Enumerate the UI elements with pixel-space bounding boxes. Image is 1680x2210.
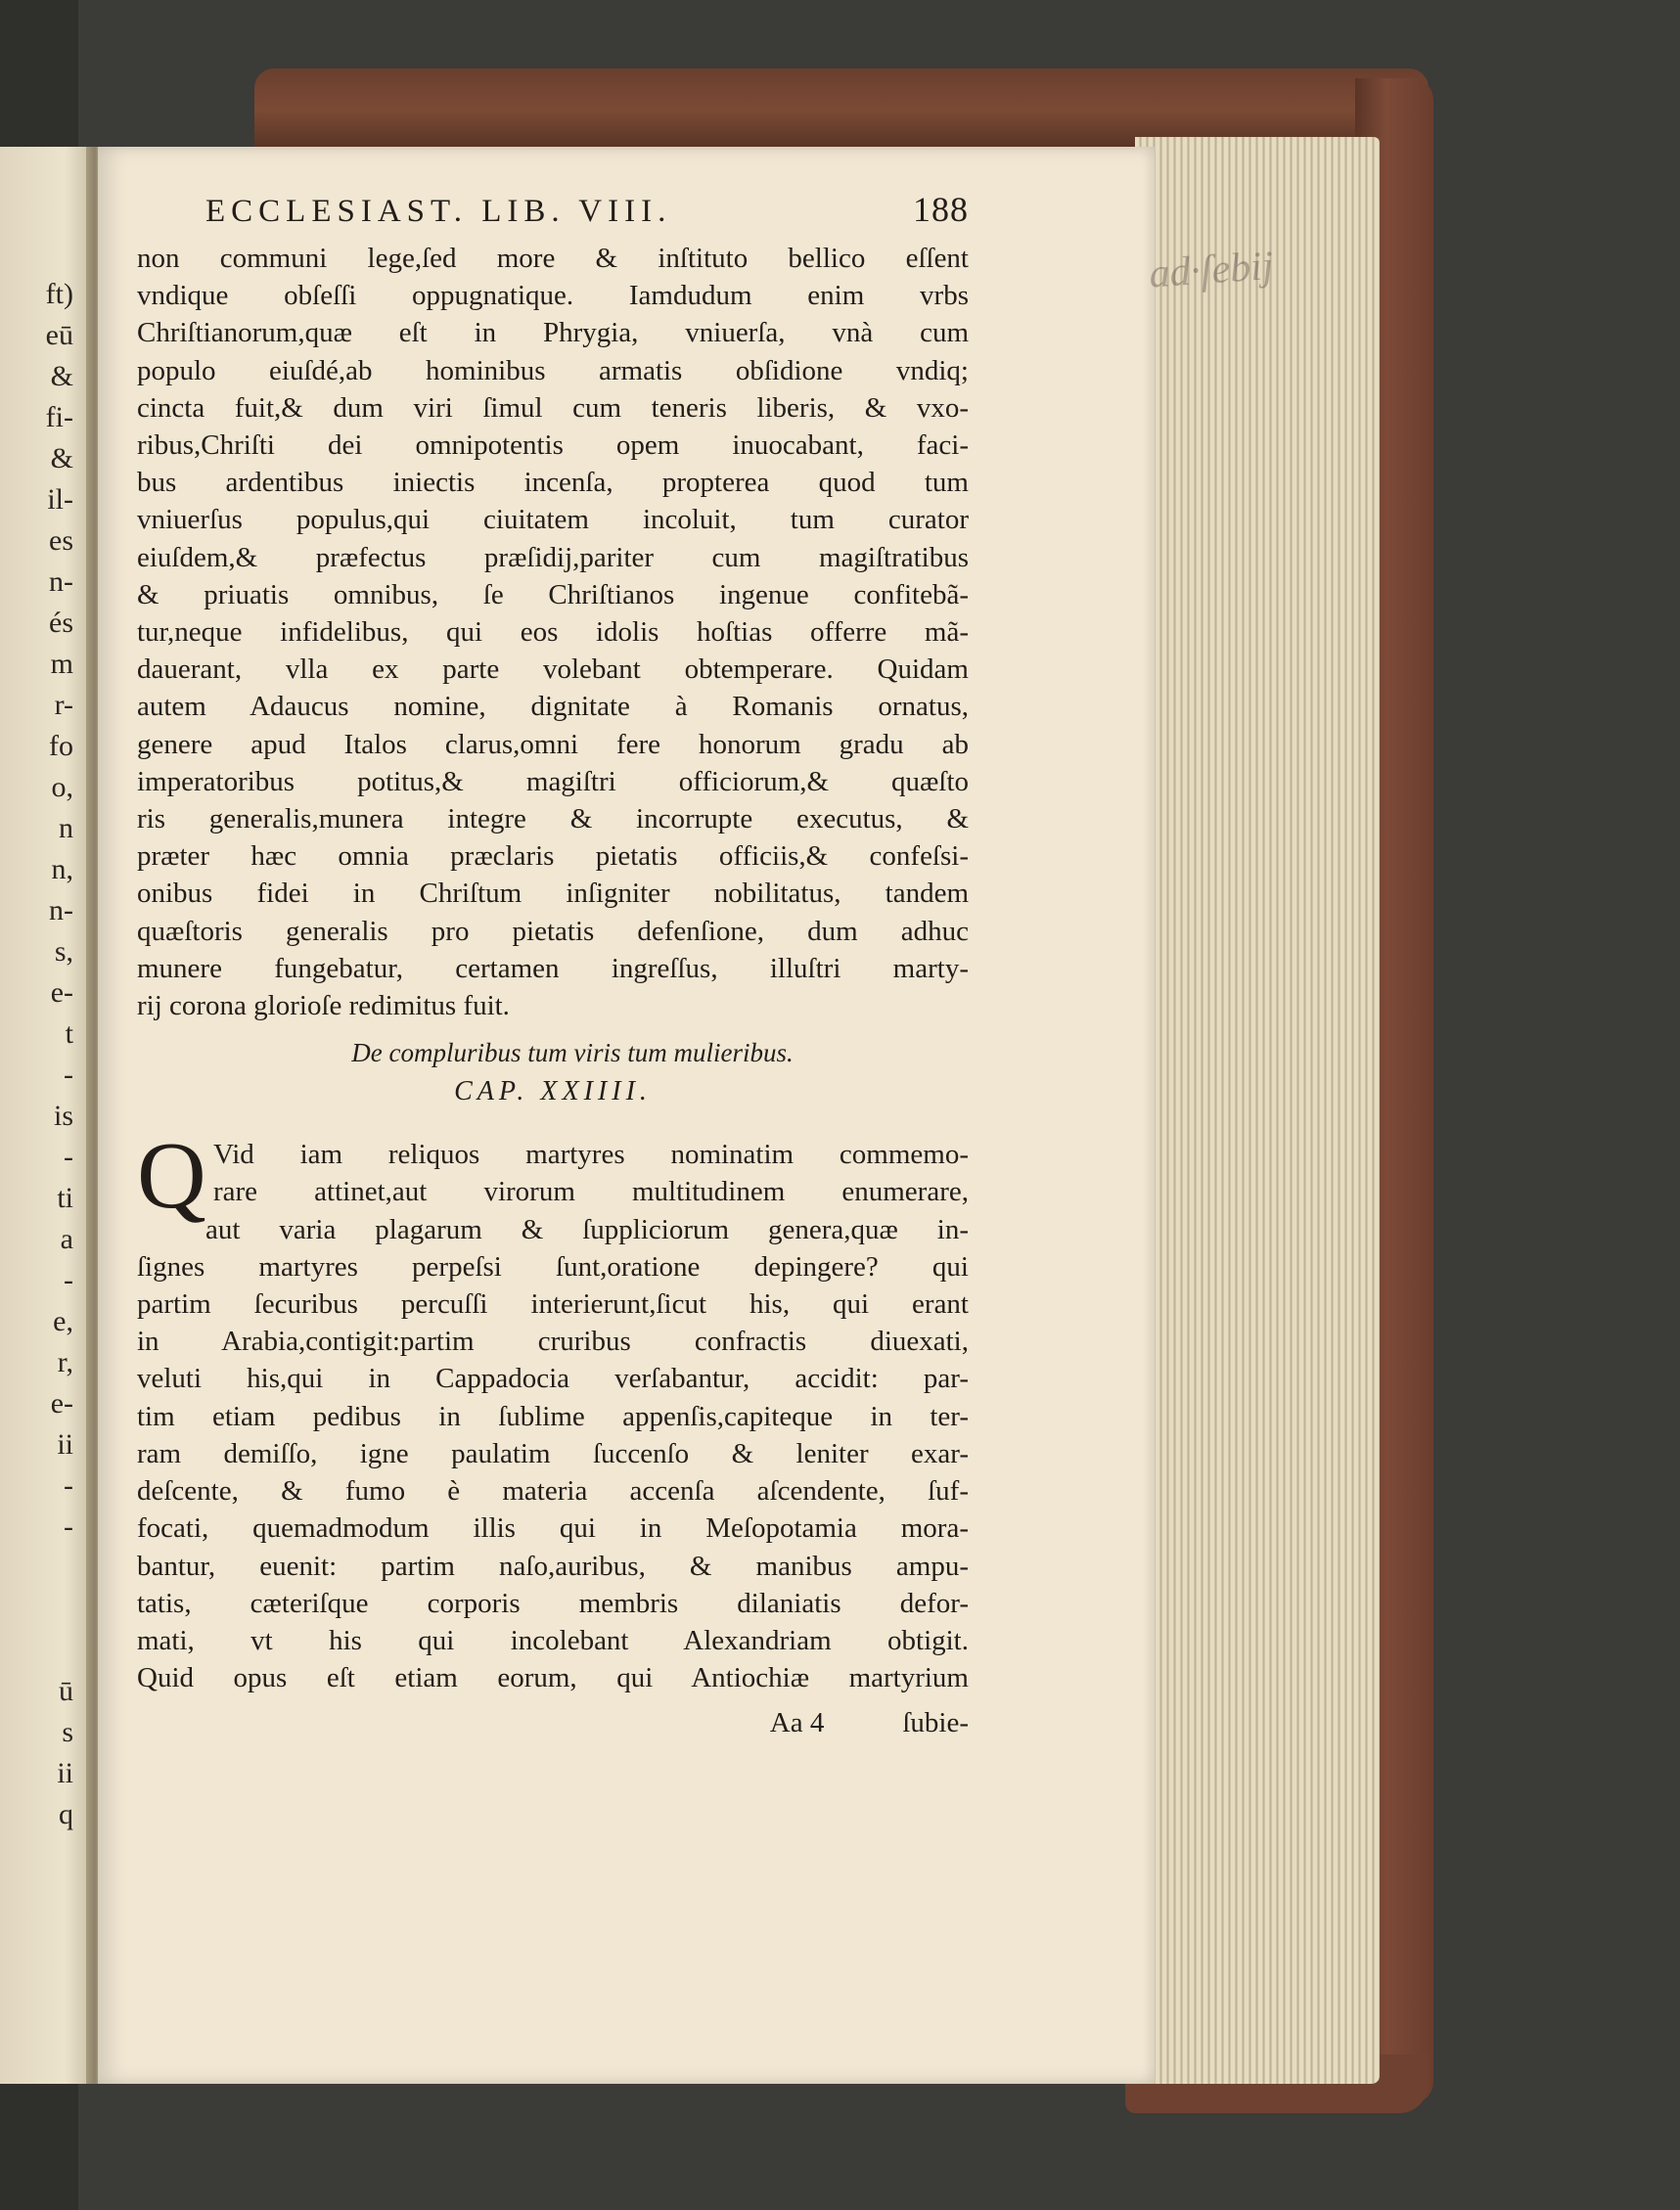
text-line: imperatoribus potitus,& magiſtri officiorum,& quæſto (137, 765, 969, 797)
left-fragment: r- (54, 689, 73, 721)
text-line: ſignes martyres perpeſsi ſunt,oratione depingere? qui (137, 1250, 969, 1283)
text-line: tur,neque infidelibus, qui eos idolis hoſtias offerre mã- (137, 616, 969, 649)
left-fragment: ū (59, 1675, 73, 1707)
left-fragment: s (62, 1716, 73, 1748)
left-fragment: r, (57, 1346, 73, 1378)
page-edges (1135, 137, 1380, 2084)
text-line: quæſtoris generalis pro pietatis defenſione, dum adhuc (137, 915, 969, 947)
text-line: rare attinet,aut virorum multitudinem enumerare, (213, 1176, 969, 1208)
chapter-heading: De compluribus tum viris tum mulieribus. (351, 1038, 794, 1068)
text-line: cincta fuit,& dum viri ſimul cum teneris liberis, & vxo- (137, 391, 969, 424)
left-fragment: t (65, 1017, 73, 1050)
left-fragment: e- (50, 976, 73, 1009)
text-line: eiuſdem,& præfectus præſidij,pariter cum magiſtratibus (137, 541, 969, 573)
left-fragment: - (64, 1511, 73, 1543)
left-fragment: e- (50, 1387, 73, 1420)
text-line: ram demiſſo, igne paulatim ſuccenſo & leniter exar- (137, 1437, 969, 1469)
text-line: & priuatis omnibus, ſe Chriſtianos ingenue confitebã- (137, 578, 969, 610)
left-fragment: & (50, 360, 73, 392)
left-fragment: q (59, 1798, 73, 1830)
left-fragment: ii (57, 1428, 73, 1461)
left-fragment: m (50, 648, 73, 680)
text-line: genere apud Italos clarus,omni fere honorum gradu ab (137, 728, 969, 760)
left-fragment: eū (45, 319, 73, 351)
text-line: partim ſecuribus percuſſi interierunt,ſicut his, qui erant (137, 1288, 969, 1321)
running-head (137, 191, 969, 240)
left-fragment: il- (47, 483, 73, 516)
text-line: mati, vt his qui incolebant Alexandriam obtigit. (137, 1624, 969, 1656)
left-fragment: n- (49, 894, 73, 926)
left-fragment: n (59, 812, 73, 844)
left-fragment: és (49, 607, 73, 639)
paragraph-top (137, 240, 969, 1024)
left-fragment: fo (49, 730, 73, 762)
left-page-fragments (0, 274, 73, 1835)
text-line: Vid iam reliquos martyres nominatim commemo- (213, 1139, 969, 1171)
text-line: tatis, cæteriſque corporis membris dilaniatis defor- (137, 1587, 969, 1619)
left-fragment: - (64, 1469, 73, 1502)
left-fragment: ii (57, 1757, 73, 1789)
text-line: focati, quemadmodum illis qui in Meſopotamia mora- (137, 1512, 969, 1545)
text-line: bantur, euenit: partim naſo,auribus, & manibus ampu- (137, 1550, 969, 1582)
text-line: bus ardentibus iniectis incenſa, propterea quod tum (137, 467, 969, 499)
text-line: rij corona glorioſe redimitus fuit. (137, 990, 510, 1022)
left-fragment: - (64, 1059, 73, 1091)
drop-lines (137, 1136, 969, 1248)
text-line: deſcente, & fumo è materia accenſa aſcendente, ſuf- (137, 1475, 969, 1508)
left-fragment: - (64, 1141, 73, 1173)
signature-mark: Aa 4 (769, 1707, 825, 1739)
left-fragment: n- (49, 565, 73, 598)
left-fragment: n, (51, 853, 73, 885)
drop-initial: Q (137, 1123, 206, 1230)
page-text (137, 191, 969, 1742)
page-footer (137, 1704, 969, 1741)
left-fragment: is (53, 1100, 73, 1132)
text-line: autem Adaucus nomine, dignitate à Romanis ornatus, (137, 691, 969, 723)
text-line: Chriſtianorum,quæ eſt in Phrygia, vniuerſa, vnà cum (137, 317, 969, 349)
text-line: vndique obſeſſi oppugnatique. Iamdudum enim vrbs (137, 280, 969, 312)
paragraph-bottom (137, 1248, 969, 1696)
text-line: Quid opus eſt etiam eorum, qui Antiochiæ martyrium (137, 1662, 969, 1694)
chapter-number: CAP. XXIIII. (454, 1076, 652, 1107)
text-line: ris generalis,munera integre & incorrupte executus, & (137, 803, 969, 835)
text-line: ribus,Chriſti dei omnipotentis opem inuocabant, faci- (137, 429, 969, 462)
left-fragment: a (60, 1223, 73, 1255)
left-fragment: ti (57, 1182, 73, 1214)
folio-number: 188 (913, 190, 969, 229)
left-fragment: e, (53, 1305, 73, 1337)
left-fragment: fi- (45, 401, 73, 433)
text-line: populo eiuſdé,ab hominibus armatis obſidione vndiq; (137, 354, 969, 386)
text-line: aut varia plagarum & ſuppliciorum genera,quæ in- (205, 1213, 969, 1245)
text-line: præter hæc omnia præclaris pietatis officiis,& confeſsi- (137, 840, 969, 873)
text-line: in Arabia,contigit:partim cruribus confractis diuexati, (137, 1326, 969, 1358)
text-line: dauerant, vlla ex parte volebant obtemperare. Quidam (137, 654, 969, 686)
text-line: veluti his,qui in Cappadocia verſabantur, accidit: par- (137, 1363, 969, 1395)
catchword: ſubie- (902, 1707, 969, 1739)
text-line: munere fungebatur, certamen ingreſſus, illuſtri marty- (137, 952, 969, 984)
left-fragment (0, 1630, 73, 1671)
text-line: onibus fidei in Chriſtum inſigniter nobilitatus, tandem (137, 878, 969, 910)
left-fragment (0, 1548, 73, 1589)
left-fragment: & (50, 442, 73, 474)
running-head-title: ECCLESIAST. LIB. VIII. (205, 194, 672, 229)
left-fragment: ft) (45, 278, 73, 310)
handwritten-mark: ad∙ſebij (1147, 243, 1275, 297)
text-line: tim etiam pedibus in ſublime appenſis,capiteque in ter- (137, 1400, 969, 1432)
text-line: non communi lege,ſed more & inſtituto bellico eſſent (137, 243, 969, 274)
left-fragment: s, (54, 935, 73, 968)
text-line: vniuerſus populus,qui ciuitatem incoluit, tum curator (137, 504, 969, 536)
left-fragment: o, (51, 771, 73, 803)
left-fragment (0, 1589, 73, 1630)
left-fragment: - (64, 1264, 73, 1296)
left-fragment: es (49, 524, 73, 557)
chapter-paragraph (137, 1123, 969, 1696)
